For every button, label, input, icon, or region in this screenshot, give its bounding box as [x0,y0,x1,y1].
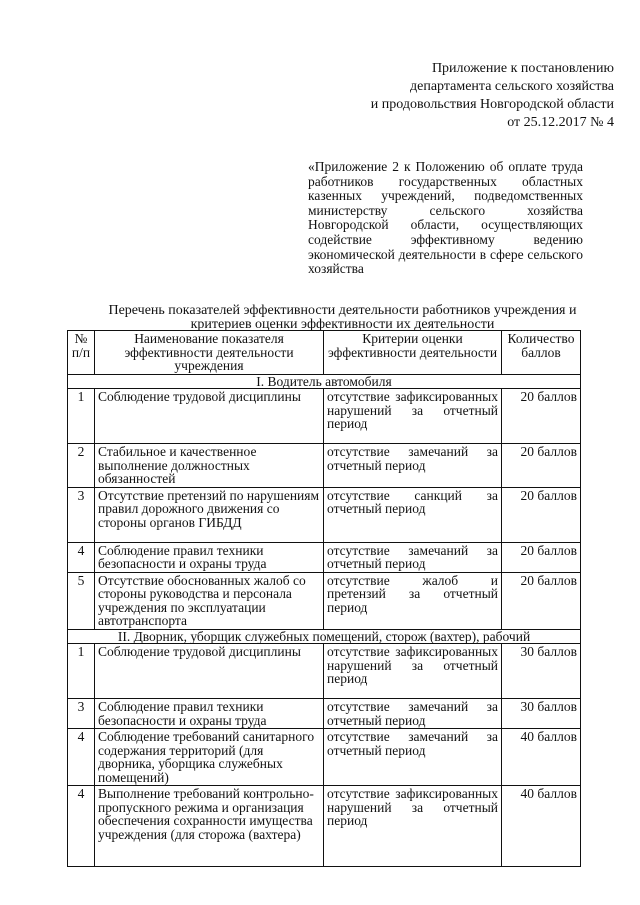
table-row [68,699,581,729]
header-number: № п/п [68,331,95,375]
row-score: 40 баллов [502,786,581,867]
table-row [68,729,581,786]
row-score: 20 баллов [502,444,581,488]
header-line-4: от 25.12.2017 № 4 [507,115,614,130]
section-row [68,629,581,644]
table-row [68,487,581,542]
row-criteria: отсутствие замечаний за отчетный период [324,444,502,488]
row-number: 1 [68,644,95,699]
row-number: 3 [68,487,95,542]
row-indicator: Отсутствие обоснованных жалоб со стороны руководства и персонала учреждения по эксплуатации автотранспорта [95,572,324,629]
row-indicator: Соблюдение правил техники безопасности и охраны труда [95,699,324,729]
row-score: 30 баллов [502,699,581,729]
row-indicator: Соблюдение трудовой дисциплины [95,389,324,444]
row-criteria: отсутствие замечаний за отчетный период [324,542,502,572]
row-criteria: отсутствие зафиксированных нарушений за отчетный период [324,786,502,867]
row-number: 1 [68,389,95,444]
row-score: 30 баллов [502,644,581,699]
row-indicator: Стабильное и качественное выполнение должностных обязанностей [95,444,324,488]
indicators-table [67,330,581,867]
table-row [68,444,581,488]
row-score: 40 баллов [502,729,581,786]
row-criteria: отсутствие санкций за отчетный период [324,487,502,542]
row-indicator: Выполнение требований контрольно-пропускного режима и организация обеспечения сохранности имущества учреждения (для сторожа (вахтера) [95,786,324,867]
row-score: 20 баллов [502,542,581,572]
document-title [70,304,615,332]
row-number: 3 [68,699,95,729]
section-title: I. Водитель автомобиля [68,374,581,389]
row-criteria: отсутствие замечаний за отчетный период [324,699,502,729]
row-criteria: отсутствие зафиксированных нарушений за отчетный период [324,644,502,699]
row-score: 20 баллов [502,487,581,542]
row-criteria: отсутствие зафиксированных нарушений за отчетный период [324,389,502,444]
section-title: II. Дворник, уборщик служебных помещений, сторож (вахтер), рабочий [68,629,581,644]
row-indicator: Соблюдение правил техники безопасности и охраны труда [95,542,324,572]
row-number: 2 [68,444,95,488]
section-row [68,374,581,389]
header-line-1: Приложение к постановлению [431,61,614,76]
row-number: 5 [68,572,95,629]
row-criteria: отсутствие жалоб и претензий за отчетный период [324,572,502,629]
row-criteria: отсутствие замечаний за отчетный период [324,729,502,786]
table-row [68,389,581,444]
header-line-2: департамента сельского хозяйства [410,79,614,94]
table-row [68,542,581,572]
header-indicator: Наименование показателя эффективности деятельности учреждения [95,331,324,375]
title-line-1: Перечень показателей эффективности деятельности работников учреждения и [108,303,577,318]
document-header [371,60,614,132]
row-number: 4 [68,542,95,572]
row-score: 20 баллов [502,572,581,629]
row-indicator: Отсутствие претензий по нарушениям правил дорожного движения со стороны органов ГИБДД [95,487,324,542]
row-indicator: Соблюдение трудовой дисциплины [95,644,324,699]
table-row [68,572,581,629]
row-number: 4 [68,729,95,786]
table-header-row [68,331,581,375]
header-criteria: Критерии оценки эффективности деятельности [324,331,502,375]
row-score: 20 баллов [502,389,581,444]
header-score: Количество баллов [502,331,581,375]
header-line-3: и продовольствия Новгородской области [370,97,614,112]
row-indicator: Соблюдение требований санитарного содержания территорий (для дворника, уборщика служебных помещений) [95,729,324,786]
appendix-reference: «Приложение 2 к Положению об оплате труда работников государственных областных казенных учреждений, подведомственных министерству сельского хозяйства Новгородской области, осуществляющих содействие эффективному ведению экономической деятельности в сфере сельского хозяйства [308,159,583,277]
row-number: 4 [68,786,95,867]
table-row [68,644,581,699]
table-row [68,786,581,867]
title-line-2: критериев оценки эффективности их деятельности [190,317,495,332]
